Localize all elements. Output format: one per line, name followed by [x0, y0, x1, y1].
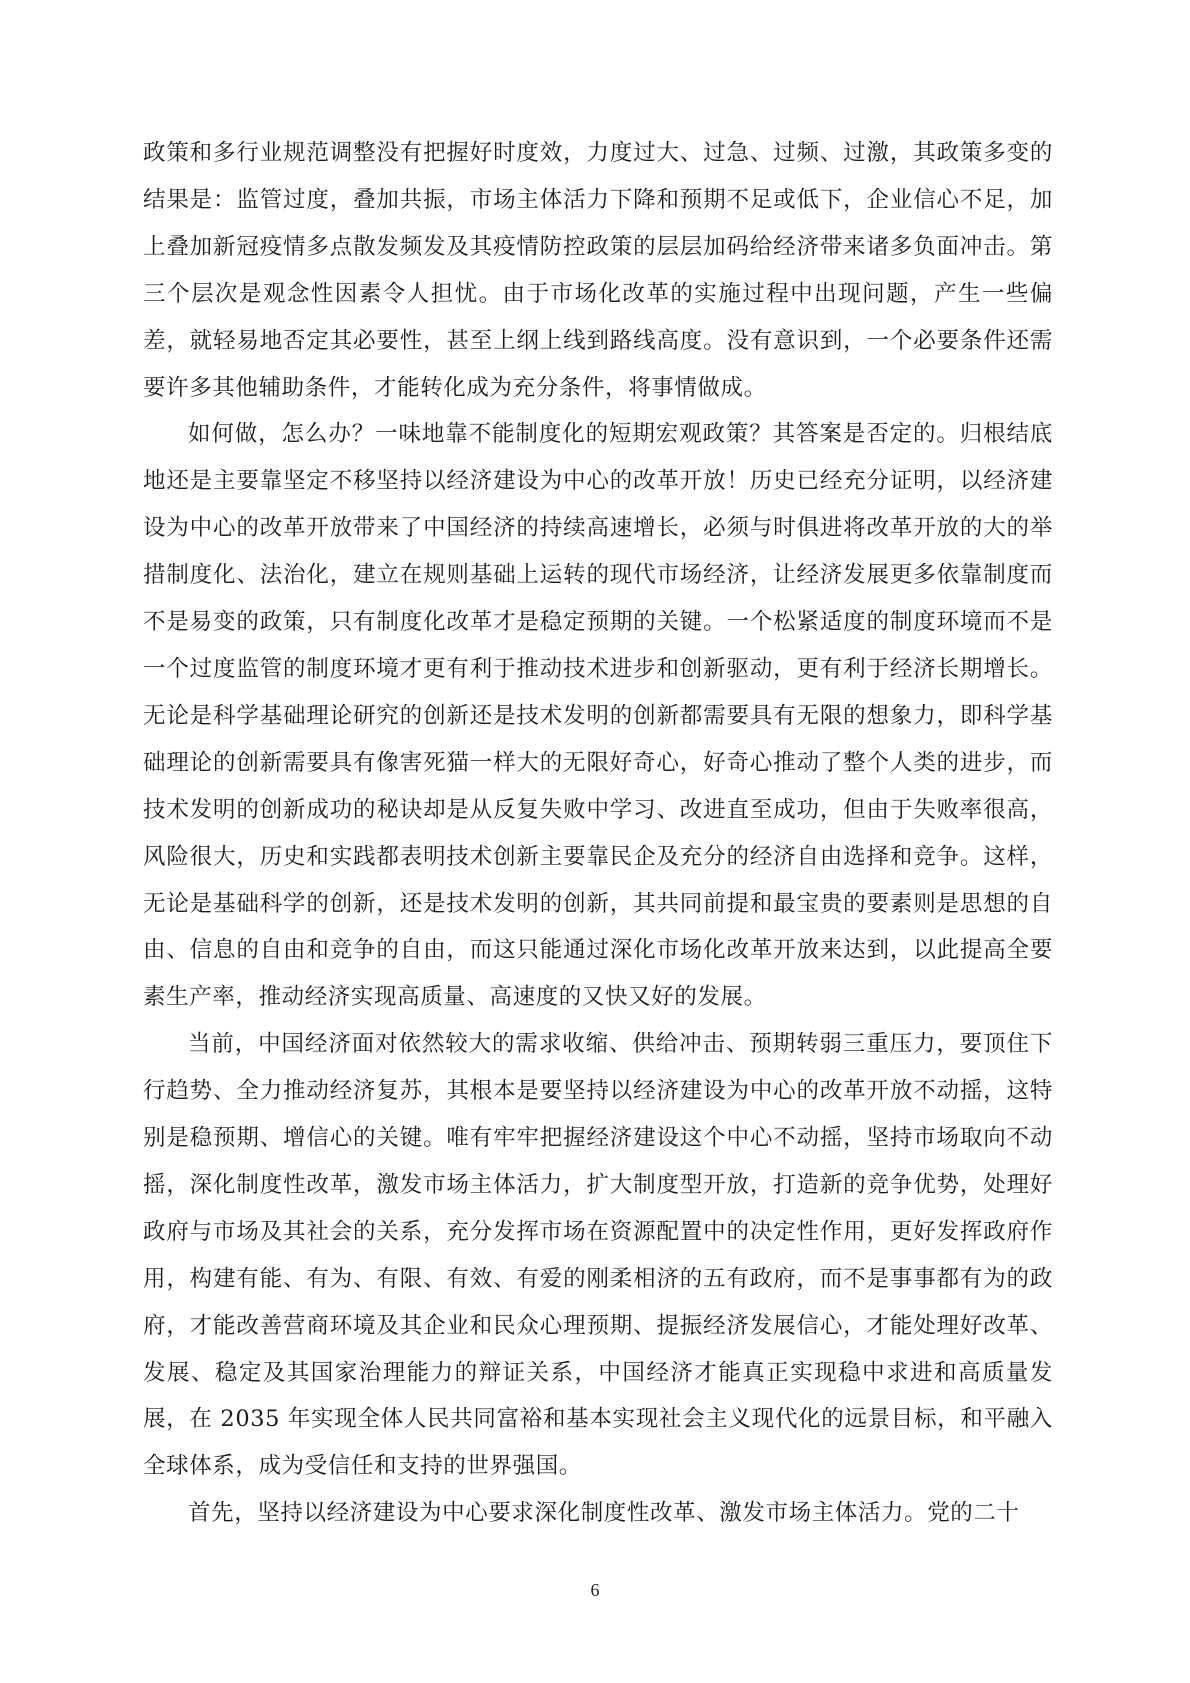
paragraph-1: 政策和多行业规范调整没有把握好时度效，力度过大、过急、过频、过激，其政策多变的结果是：监管过度，叠加共振，市场主体活力下降和预期不足或低下，企业信心不足，加上叠加新冠疫情多点散发频发及其疫情防控政策的层层加码给经济带来诸多负面冲击。第三个层次是观念性因素令人担忧。由于市场化改革的实施过程中出现问题，产生一些偏差，就轻易地否定其必要性，甚至上纲上线到路线高度。没有意识到，一个必要条件还需要许多其他辅助条件，才能转化成为充分条件，将事情做成。: [143, 140, 1053, 401]
paragraph-2: 如何做，怎么办？一味地靠不能制度化的短期宏观政策？其答案是否定的。归根结底地还是主要靠坚定不移坚持以经济建设为中心的改革开放！历史已经充分证明，以经济建设为中心的改革开放带来了中国经济的持续高速增长，必须与时俱进将改革开放的大的举措制度化、法治化，建立在规则基础上运转的现代市场经济，让经济发展更多依靠制度而不是易变的政策，只有制度化改革才是稳定预期的关键。一个松紧适度的制度环境而不是一个过度监管的制度环境才更有利于推动技术进步和创新驱动，更有利于经济长期增长。无论是科学基础理论研究的创新还是技术发明的创新都需要具有无限的想象力，即科学基础理论的创新需要具有像害死猫一样大的无限好奇心，好奇心推动了整个人类的进步，而技术发明的创新成功的秘诀却是从反复失败中学习、改进直至成功，但由于失败率很高，风险很大，历史和实践都表明技术创新主要靠民企及充分的经济自由选择和竞争。这样，无论是基础科学的创新，还是技术发明的创新，其共同前提和最宝贵的要素则是思想的自由、信息的自由和竞争的自由，而这只能通过深化市场化改革开放来达到，以此提高全要素生产率，推动经济实现高质量、高速度的又快又好的发展。: [143, 421, 1053, 1011]
paragraph-4: 首先，坚持以经济建设为中心要求深化制度性改革、激发市场主体活力。党的二十: [188, 1500, 1020, 1527]
paragraph-3: 当前，中国经济面对依然较大的需求收缩、供给冲击、预期转弱三重压力，要顶住下行趋势、全力推动经济复苏，其根本是要坚持以经济建设为中心的改革开放不动摇，这特别是稳预期、增信心的关键。唯有牢牢把握经济建设这个中心不动摇，坚持市场取向不动摇，深化制度性改革，激发市场主体活力，扩大制度型开放，打造新的竞争优势，处理好政府与市场及其社会的关系，充分发挥市场在资源配置中的决定性作用，更好发挥政府作用，构建有能、有为、有限、有效、有爱的刚柔相济的五有政府，而不是事事都有为的政府，才能改善营商环境及其企业和民众心理预期、提振经济发展信心，才能处理好改革、发展、稳定及其国家治理能力的辩证关系，中国经济才能真正实现稳中求进和高质量发展，在 2035 年实现全体人民共同富裕和基本实现社会主义现代化的远景目标，和平融入全球体系，成为受信任和支持的世界强国。: [143, 1031, 1053, 1480]
document-page: [143, 130, 1053, 1560]
page-number: 6: [590, 1580, 600, 1600]
